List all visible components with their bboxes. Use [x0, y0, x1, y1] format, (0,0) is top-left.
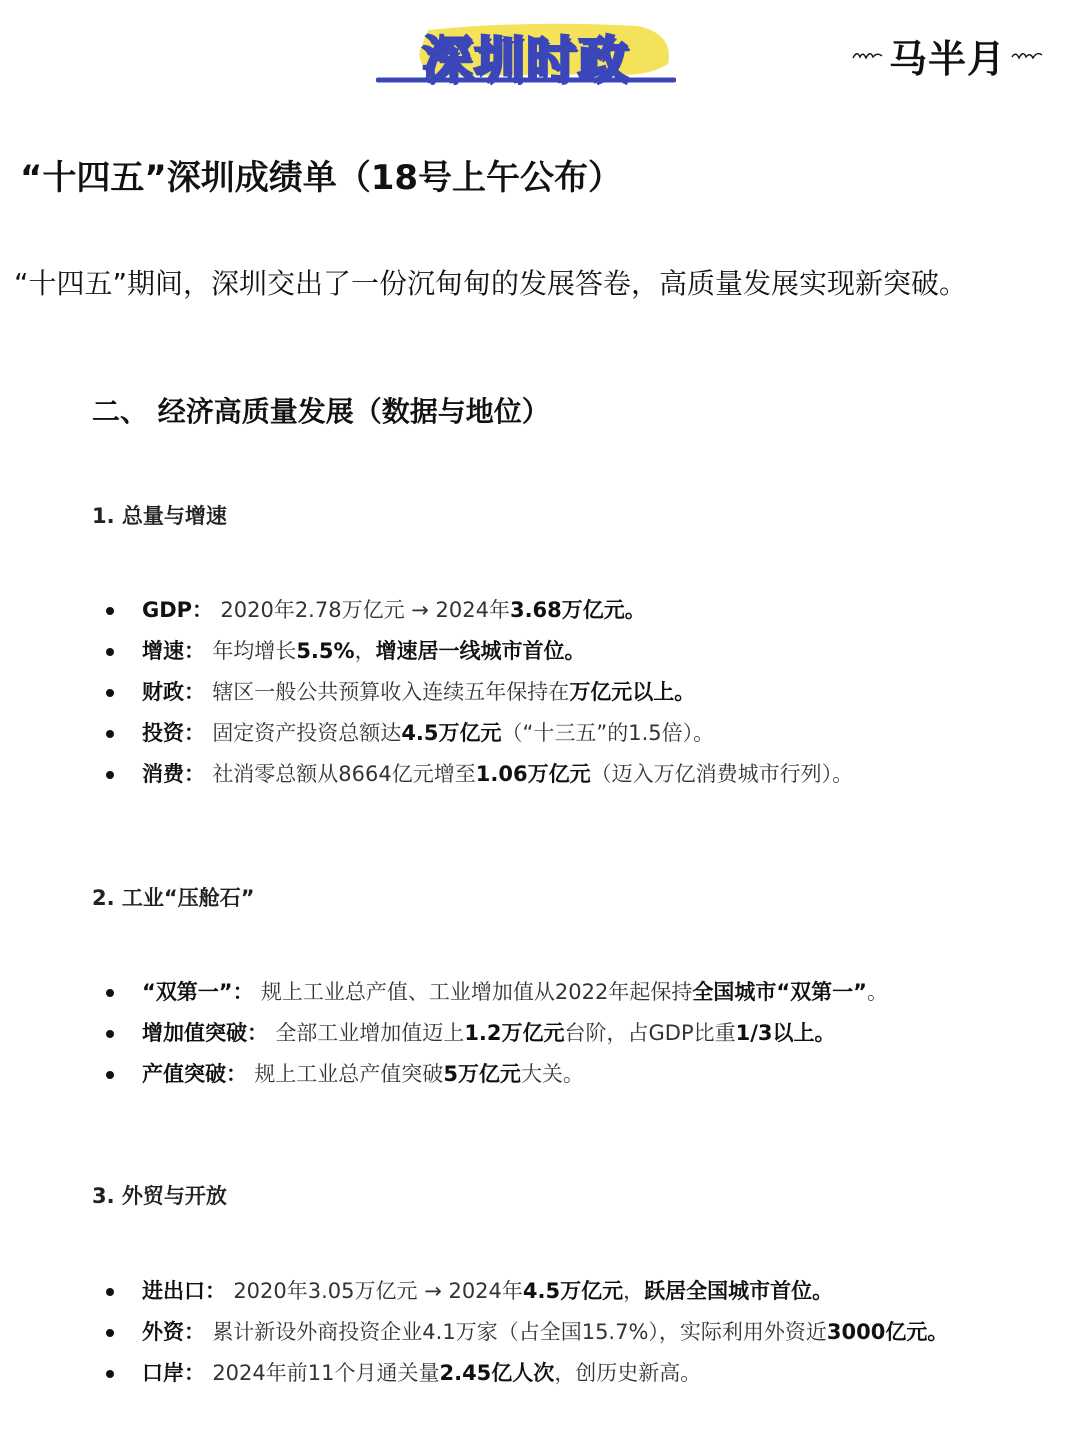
item-text-bold: 5万亿元 — [443, 1062, 521, 1086]
item-text-bold: 跃居全国城市首位。 — [644, 1279, 834, 1303]
list-item — [100, 1054, 888, 1095]
item-text: 累计新设外商投资企业4.1万家（占全国15.7%），实际利用外资近 — [212, 1320, 827, 1344]
item-text: ，创历史新高。 — [554, 1361, 702, 1385]
item-label: 消费： — [142, 762, 213, 786]
list-item — [100, 754, 853, 795]
subsection-heading: 2. 工业“压舱石” — [92, 886, 255, 910]
item-text: 规上工业总产值、工业增加值从2022年起保持 — [260, 980, 693, 1004]
list-item — [100, 1271, 948, 1312]
list-item — [100, 1312, 948, 1353]
item-text-bold: 5.5% — [296, 639, 355, 663]
item-label: 增速： — [142, 639, 213, 663]
item-text-bold: 万亿元以上。 — [569, 680, 696, 704]
item-text-bold: 1/3以上。 — [735, 1021, 836, 1045]
item-label: 增加值突破： — [142, 1021, 276, 1045]
list-item — [100, 631, 853, 672]
item-text: ， — [623, 1279, 645, 1303]
item-text: 社消零总额从8664亿元增至 — [212, 762, 476, 786]
scribble-right-icon — [1010, 48, 1044, 62]
brand-name: 马半月 — [888, 35, 1006, 81]
item-text: ， — [354, 639, 376, 663]
list-item — [100, 1353, 948, 1394]
item-text: （迈入万亿消费城市行列）。 — [590, 762, 854, 786]
item-text: 2020年2.78万亿元 → 2024年 — [220, 598, 510, 622]
brand-logo — [851, 30, 1044, 80]
item-label: 财政： — [142, 680, 213, 704]
banner-title: 深圳时政 — [422, 31, 630, 89]
item-text-bold: 3.68万亿元。 — [509, 598, 646, 622]
item-text-bold: 4.5万亿元 — [401, 721, 502, 745]
item-text: 。 — [866, 980, 888, 1004]
subsection-heading: 1. 总量与增速 — [92, 504, 227, 528]
item-text: 全部工业增加值迈上 — [275, 1021, 465, 1045]
bullet-list — [100, 590, 853, 795]
item-text: 辖区一般公共预算收入连续五年保持在 — [212, 680, 570, 704]
item-label: GDP： — [142, 598, 221, 622]
item-label: 进出口： — [142, 1279, 234, 1303]
header — [0, 0, 1080, 110]
list-item — [100, 1013, 888, 1054]
item-label: 口岸： — [142, 1361, 213, 1385]
item-text: 固定资产投资总额达 — [212, 721, 402, 745]
section-heading: 二、 经济高质量发展（数据与地位） — [92, 395, 550, 428]
item-text: 规上工业总产值突破 — [254, 1062, 444, 1086]
bullet-list — [100, 1271, 948, 1394]
item-text-bold: 2.45亿人次 — [439, 1361, 555, 1385]
item-text-bold: 4.5万亿元 — [522, 1279, 624, 1303]
intro-paragraph: “十四五”期间，深圳交出了一份沉甸甸的发展答卷，高质量发展实现新突破。 — [14, 267, 968, 300]
item-text: 2024年前11个月通关量 — [212, 1361, 440, 1385]
item-text: 台阶，占GDP比重 — [564, 1021, 736, 1045]
item-label: “双第一”： — [142, 980, 261, 1004]
item-text-bold: 3000亿元。 — [826, 1320, 949, 1344]
item-text: 大关。 — [520, 1062, 584, 1086]
list-item — [100, 672, 853, 713]
item-label: 投资： — [142, 721, 213, 745]
item-label: 产值突破： — [142, 1062, 255, 1086]
scribble-left-icon — [851, 48, 885, 62]
item-text-bold: 1.2万亿元 — [464, 1021, 565, 1045]
list-item — [100, 590, 853, 631]
banner-logo — [376, 14, 676, 92]
bullet-list — [100, 972, 888, 1095]
item-text-bold: 1.06万亿元 — [475, 762, 591, 786]
page-title: “十四五”深圳成绩单（18号上午公布） — [20, 158, 623, 198]
item-text: 年均增长 — [212, 639, 297, 663]
list-item — [100, 972, 888, 1013]
subsection-heading: 3. 外贸与开放 — [92, 1184, 227, 1208]
item-text-bold: 全国城市“双第一” — [692, 980, 867, 1004]
item-text: 2020年3.05万亿元 → 2024年 — [233, 1279, 523, 1303]
item-label: 外资： — [142, 1320, 213, 1344]
item-text-bold: 增速居一线城市首位。 — [375, 639, 586, 663]
list-item — [100, 713, 853, 754]
item-text: （“十三五”的1.5倍）。 — [501, 721, 715, 745]
